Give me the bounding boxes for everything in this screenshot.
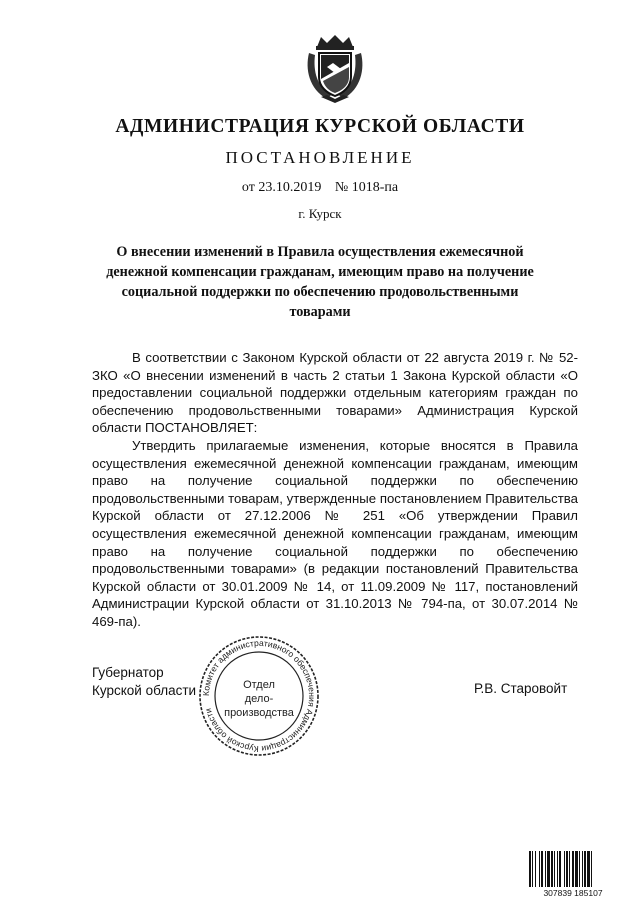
coat-of-arms-emblem [303, 33, 367, 105]
document-date: от 23.10.2019 [241, 180, 322, 195]
stamp-line: Отдел [243, 679, 275, 691]
document-barcode [527, 850, 619, 898]
document-number: № 1018-па [334, 180, 399, 195]
document-heading: О внесении изменений в Правила осуществления ежемесячной денежной компенсации гражданам, имеющим право на получение социальной поддержки по обеспечению продовольственными товарами [106, 244, 534, 320]
body-paragraph: Утвердить прилагаемые изменения, которые вносятся в Правила осуществления ежемесячной денежной компенсации гражданам, имеющим право на получение социальной поддержки по обеспечению продовольственными товарам, утвержденные постановлением Правительства Курской области от 27.12.2006 № 251 «Об утверждении Правил осуществления ежемесячной денежной компенсации гражданам, имеющим право на получение социальной поддержки по обеспечению продовольственными товарами» (в редакции постановлений Правительства Курской области от 30.01.2009 № 14, от 11.09.2009 № 117, постановлений Администрации Курской области от 31.10.2013 № 794-па, от 30.07.2014 № 469-па). [92, 437, 578, 629]
barcode-digits: 307839 185107 [543, 888, 603, 898]
body-paragraph: В соответствии с Законом Курской области от 22 августа 2019 г. № 52-ЗКО «О внесении изменений в часть 2 статьи 1 Закона Курской области «О предоставлении социальной поддержки отдельным категориям граждан по обеспечению продовольственными товарами» Администрация Курской области ПОСТАНОВЛЯЕТ: [92, 350, 578, 436]
document-body [92, 349, 578, 631]
signatory-name: Р.В. Старовойт [474, 681, 568, 696]
signatory-title [92, 664, 196, 700]
office-stamp [197, 634, 321, 758]
document-city: г. Курск [298, 206, 342, 221]
stamp-ring-text: Комитет административного обеспечения Администрации Курской области [200, 637, 318, 755]
stamp-line: производства [224, 707, 294, 719]
signatory-title-line: Курской области [92, 683, 197, 698]
signatory-title-line: Губернатор [92, 665, 164, 680]
document-date-number [0, 180, 640, 196]
document-type: ПОСТАНОВЛЕНИЕ [225, 148, 415, 167]
organization-title: АДМИНИСТРАЦИЯ КУРСКОЙ ОБЛАСТИ [115, 116, 525, 137]
stamp-line: дело- [244, 693, 274, 705]
